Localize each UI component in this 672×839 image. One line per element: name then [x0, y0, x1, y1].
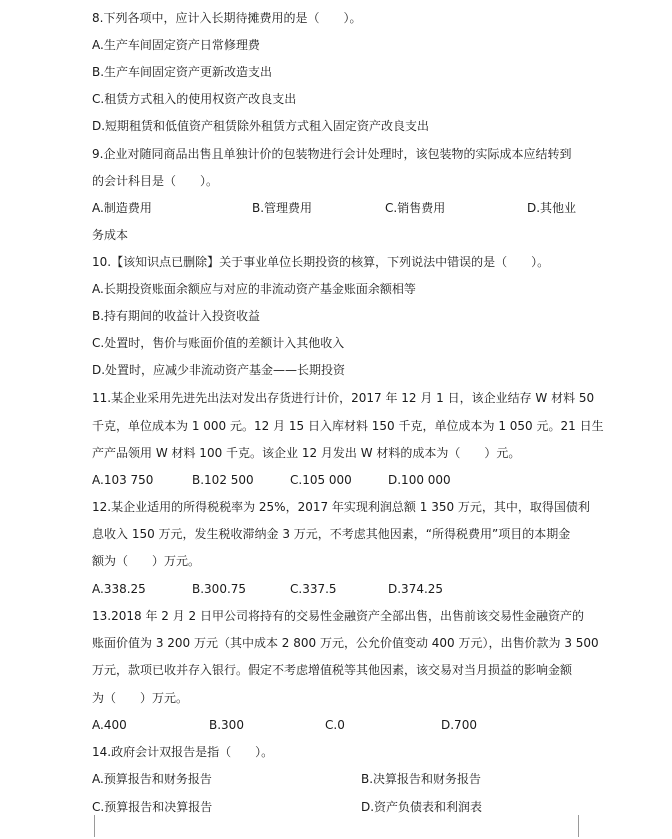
page-corner-mark-left — [72, 815, 95, 837]
question-11-option-d: D.100 000 — [388, 473, 451, 487]
question-13-option-d: D.700 — [441, 718, 477, 732]
question-9-stem-line-1: 9.企业对随同商品出售且单独计价的包装物进行会计处理时，该包装物的实际成本应结转到 — [92, 147, 572, 161]
question-12-option-d: D.374.25 — [388, 582, 444, 596]
question-9-option-c: C.销售费用 — [385, 201, 446, 215]
question-12-option-b: B.300.75 — [192, 582, 247, 596]
question-13-option-b: B.300 — [209, 718, 244, 732]
question-12-option-a: A.338.25 — [92, 582, 146, 596]
question-12-stem-line-1: 12.某企业适用的所得税税率为 25%，2017 年实现利润总额 1 350 万元，其中，取得国债利 — [92, 500, 590, 514]
question-10-option-b: B.持有期间的收益计入投资收益 — [92, 309, 261, 323]
question-13-stem-line-4: 为（ ）万元。 — [92, 691, 189, 705]
question-10-option-a: A.长期投资账面余额应与对应的非流动资产基金账面余额相等 — [92, 282, 416, 296]
question-11-stem-line-1: 11.某企业采用先进先出法对发出存货进行计价，2017 年 12 月 1 日，该企业结存 W 材料 50 — [92, 391, 595, 405]
question-8-option-c: C.租赁方式租入的使用权资产改良支出 — [92, 92, 297, 106]
question-8-option-d: D.短期租赁和低值资产租赁除外租赁方式租入固定资产改良支出 — [92, 119, 430, 133]
question-13-stem-line-1: 13.2018 年 2 月 2 日甲公司将持有的交易性金融资产全部出售，出售前该交易性金融资产的 — [92, 609, 584, 623]
question-12-stem-line-3: 额为（ ）万元。 — [92, 554, 201, 568]
question-8-option-a: A.生产车间固定资产日常修理费 — [92, 38, 260, 52]
question-9-option-a: A.制造费用 — [92, 201, 152, 215]
question-10-stem: 10.【该知识点已删除】关于事业单位长期投资的核算，下列说法中错误的是（ ）。 — [92, 255, 550, 269]
question-13-stem-line-3: 万元，款项已收并存入银行。假定不考虑增值税等其他因素，该交易对当月损益的影响金额 — [92, 663, 573, 677]
question-13-option-a: A.400 — [92, 718, 127, 732]
question-11-stem-line-2: 千克，单位成本为 1 000 元。12 月 15 日入库材料 150 千克，单位成本为 1 050 元。21 日生 — [92, 419, 604, 433]
question-11-option-c: C.105 000 — [290, 473, 352, 487]
question-14-option-d: D.资产负债表和利润表 — [361, 800, 483, 814]
question-14-option-b: B.决算报告和财务报告 — [361, 772, 482, 786]
question-9-option-d-wrap: 务成本 — [92, 228, 129, 242]
question-10-option-d: D.处置时，应减少非流动资产基金——长期投资 — [92, 363, 346, 377]
question-12-stem-line-2: 息收入 150 万元，发生税收滞纳金 3 万元，不考虑其他因素，“所得税费用”项目的本期金 — [92, 527, 571, 541]
question-8-option-b: B.生产车间固定资产更新改造支出 — [92, 65, 273, 79]
question-9-option-b: B.管理费用 — [252, 201, 313, 215]
question-11-option-b: B.102 500 — [192, 473, 254, 487]
question-9-stem-line-2: 的会计科目是（ ）。 — [92, 174, 219, 188]
question-13-stem-line-2: 账面价值为 3 200 万元（其中成本 2 800 万元，公允价值变动 400 万元），出售价款为 3 500 — [92, 636, 599, 650]
question-11-option-a: A.103 750 — [92, 473, 154, 487]
page-corner-mark-right — [578, 815, 601, 837]
question-11-stem-line-3: 产产品领用 W 材料 100 千克。该企业 12 月发出 W 材料的成本为（ ）元。 — [92, 446, 521, 460]
question-8-stem: 8.下列各项中，应计入长期待摊费用的是（ ）。 — [92, 11, 362, 25]
question-12-option-c: C.337.5 — [290, 582, 337, 596]
question-9-option-d: D.其他业 — [527, 201, 577, 215]
question-14-option-a: A.预算报告和财务报告 — [92, 772, 212, 786]
question-14-stem: 14.政府会计双报告是指（ ）。 — [92, 745, 274, 759]
question-14-option-c: C.预算报告和决算报告 — [92, 800, 213, 814]
question-13-option-c: C.0 — [325, 718, 345, 732]
question-10-option-c: C.处置时，售价与账面价值的差额计入其他收入 — [92, 336, 345, 350]
